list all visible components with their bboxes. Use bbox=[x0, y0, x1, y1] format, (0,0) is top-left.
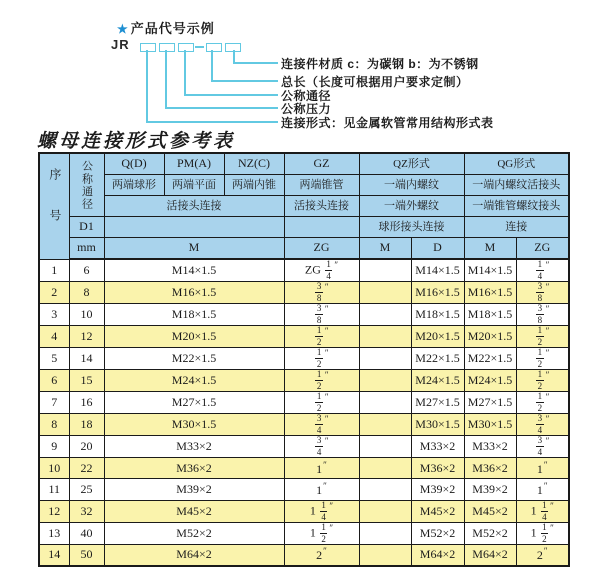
fraction: $\frac{1}{2}$ bbox=[537, 325, 543, 347]
subheader-qz3: 球形接头连接 bbox=[359, 217, 464, 238]
cell-qz-m bbox=[359, 259, 411, 282]
table-row bbox=[39, 500, 569, 522]
fraction: $\frac{3}{4}$ bbox=[537, 413, 543, 435]
subheader-pm: 两端平面 bbox=[164, 175, 224, 196]
cell-qz-m bbox=[359, 282, 411, 304]
code-label-diameter: 公称通径 bbox=[281, 89, 332, 103]
table-title: 螺母连接形式参考表 bbox=[37, 131, 236, 152]
cell-seq: 8 bbox=[39, 414, 69, 436]
cell-dn: 22 bbox=[69, 458, 104, 479]
cell-dn: 32 bbox=[69, 500, 104, 522]
cell-qz-d: M24×1.5 bbox=[411, 370, 464, 392]
cell-qg-m: M36×2 bbox=[464, 458, 516, 479]
unit-header-qg-m: M bbox=[464, 238, 516, 260]
cell-m: M27×1.5 bbox=[104, 392, 284, 414]
cell-qg-m: M64×2 bbox=[464, 544, 516, 566]
cell-dn: 8 bbox=[69, 282, 104, 304]
cell-m: M45×2 bbox=[104, 500, 284, 522]
cell-qz-d: M33×2 bbox=[411, 436, 464, 458]
cell-qg-m: M20×1.5 bbox=[464, 326, 516, 348]
inch-mark: ″ bbox=[323, 481, 327, 492]
cell-qz-m bbox=[359, 304, 411, 326]
table-row bbox=[39, 370, 569, 392]
cell-gz bbox=[284, 282, 359, 304]
diagram-title-text: 产品代号示例 bbox=[130, 21, 215, 36]
connector-line bbox=[165, 107, 278, 109]
cell-qz-m bbox=[359, 414, 411, 436]
code-label-pressure: 公称压力 bbox=[281, 102, 332, 116]
table-header bbox=[39, 153, 569, 259]
fraction: $\frac{1}{4}$ bbox=[326, 259, 331, 281]
fraction: $\frac{3}{8}$ bbox=[316, 281, 322, 303]
table-row bbox=[39, 304, 569, 326]
fraction: $\frac{3}{4}$ bbox=[537, 435, 543, 457]
inch-mark: ″ bbox=[545, 392, 550, 403]
unit-header-mm: mm bbox=[69, 238, 104, 260]
connector-line bbox=[233, 50, 235, 62]
cell-qz-d: M14×1.5 bbox=[411, 259, 464, 282]
code-label-length: 总长（长度可根据用户要求定制） bbox=[281, 75, 469, 89]
col-header-gz: GZ bbox=[284, 153, 359, 175]
inch-mark: ″ bbox=[550, 523, 554, 534]
cell-gz bbox=[284, 370, 359, 392]
cell-qz-m bbox=[359, 479, 411, 500]
cell-gz: ZG $\frac{1}{4}$ ″ bbox=[284, 259, 359, 282]
cell-dn: 16 bbox=[69, 392, 104, 414]
cell-dn: 20 bbox=[69, 436, 104, 458]
cell-qz-m bbox=[359, 544, 411, 566]
cell-qz-d: M16×1.5 bbox=[411, 282, 464, 304]
subheader-d1: D1 bbox=[69, 217, 104, 238]
code-dash bbox=[195, 46, 204, 48]
table-row bbox=[39, 392, 569, 414]
cell-qg-zg bbox=[516, 414, 569, 436]
cell-qz-d: M64×2 bbox=[411, 544, 464, 566]
cell-qg-m: M14×1.5 bbox=[464, 259, 516, 282]
inch-mark: ″ bbox=[323, 459, 327, 470]
cell-qg-zg bbox=[516, 282, 569, 304]
inch-mark: ″ bbox=[329, 523, 334, 534]
table-row bbox=[39, 544, 569, 566]
subheader-qz1: 一端内螺纹 bbox=[359, 175, 464, 196]
inch-mark: ″ bbox=[545, 370, 550, 381]
cell-qg-m: M39×2 bbox=[464, 479, 516, 500]
cell-seq: 6 bbox=[39, 370, 69, 392]
fraction: $\frac{3}{8}$ bbox=[537, 303, 543, 325]
cell-m: M30×1.5 bbox=[104, 414, 284, 436]
inch-mark: ″ bbox=[324, 282, 329, 293]
col-header-q: Q(D) bbox=[104, 153, 164, 175]
cell-qg-zg: 1″ bbox=[516, 458, 569, 479]
cell-qg-zg bbox=[516, 259, 569, 282]
unit-header-m: M bbox=[104, 238, 284, 260]
cell-seq: 14 bbox=[39, 544, 69, 566]
table-row bbox=[39, 326, 569, 348]
cell-seq: 2 bbox=[39, 282, 69, 304]
fraction: $\frac{1}{2}$ bbox=[542, 522, 547, 544]
inch-mark: ″ bbox=[543, 459, 548, 470]
cell-seq: 7 bbox=[39, 392, 69, 414]
unit-header-qg-zg: ZG bbox=[516, 238, 569, 260]
fraction: $\frac{1}{2}$ bbox=[316, 325, 322, 347]
table-row bbox=[39, 522, 569, 544]
col-header-seq: 序号 bbox=[39, 153, 69, 259]
code-label-material: 连接件材质 c：为碳钢 b：为不锈钢 bbox=[281, 57, 479, 71]
connector-line bbox=[146, 50, 148, 121]
table-row bbox=[39, 479, 569, 500]
cell-seq: 12 bbox=[39, 500, 69, 522]
cell-qg-m: M24×1.5 bbox=[464, 370, 516, 392]
cell-dn: 25 bbox=[69, 479, 104, 500]
fraction: $\frac{1}{2}$ bbox=[537, 391, 543, 413]
cell-dn: 40 bbox=[69, 522, 104, 544]
cell-m: M20×1.5 bbox=[104, 326, 284, 348]
cell-qg-m: M33×2 bbox=[464, 436, 516, 458]
cell-gz bbox=[284, 414, 359, 436]
connector-line bbox=[211, 80, 278, 82]
cell-qz-d: M52×2 bbox=[411, 522, 464, 544]
cell-gz bbox=[284, 348, 359, 370]
cell-dn: 50 bbox=[69, 544, 104, 566]
cell-seq: 5 bbox=[39, 348, 69, 370]
cell-qg-zg bbox=[516, 304, 569, 326]
cell-qz-m bbox=[359, 348, 411, 370]
inch-mark: ″ bbox=[545, 260, 550, 271]
cell-dn: 10 bbox=[69, 304, 104, 326]
inch-mark: ″ bbox=[334, 260, 339, 271]
code-box bbox=[206, 43, 222, 52]
inch-mark: ″ bbox=[550, 501, 554, 512]
cell-qz-m bbox=[359, 522, 411, 544]
table-row bbox=[39, 414, 569, 436]
diagram-title bbox=[117, 18, 215, 37]
nut-connection-table bbox=[38, 152, 570, 567]
table-row bbox=[39, 282, 569, 304]
inch-mark: ″ bbox=[324, 392, 329, 403]
inch-mark: ″ bbox=[323, 546, 327, 557]
cell-m: M36×2 bbox=[104, 458, 284, 479]
cell-m: M14×1.5 bbox=[104, 259, 284, 282]
cell-qz-d: M39×2 bbox=[411, 479, 464, 500]
cell-qg-zg bbox=[516, 392, 569, 414]
cell-qz-d: M27×1.5 bbox=[411, 392, 464, 414]
cell-qz-m bbox=[359, 370, 411, 392]
table-row bbox=[39, 458, 569, 479]
code-label-connection: 连接形式：见金属软管常用结构形式表 bbox=[281, 116, 494, 130]
fraction: $\frac{1}{2}$ bbox=[537, 369, 543, 391]
connector-line bbox=[184, 50, 186, 94]
connector-line bbox=[165, 50, 167, 107]
cell-dn: 6 bbox=[69, 259, 104, 282]
cell-qg-zg: 1 $\frac{1}{4}$ ″ bbox=[516, 500, 569, 522]
cell-m: M22×1.5 bbox=[104, 348, 284, 370]
reference-table-wrap bbox=[38, 152, 570, 567]
subheader-q: 两端球形 bbox=[104, 175, 164, 196]
fraction: $\frac{1}{4}$ bbox=[542, 500, 547, 522]
cell-qz-m bbox=[359, 500, 411, 522]
inch-mark: ″ bbox=[324, 348, 329, 359]
cell-dn: 18 bbox=[69, 414, 104, 436]
cell-m: M64×2 bbox=[104, 544, 284, 566]
cell-m: M24×1.5 bbox=[104, 370, 284, 392]
cell-qg-zg: 1″ bbox=[516, 479, 569, 500]
inch-mark: ″ bbox=[543, 481, 548, 492]
cell-qg-zg bbox=[516, 436, 569, 458]
unit-header-qz-m: M bbox=[359, 238, 411, 260]
cell-gz bbox=[284, 392, 359, 414]
col-header-qz: QZ形式 bbox=[359, 153, 464, 175]
connector-line bbox=[184, 94, 278, 96]
cell-qz-d: M36×2 bbox=[411, 458, 464, 479]
code-box bbox=[140, 43, 156, 52]
inch-mark: ″ bbox=[324, 304, 329, 315]
fraction: $\frac{1}{2}$ bbox=[316, 369, 322, 391]
cell-qz-d: M18×1.5 bbox=[411, 304, 464, 326]
cell-seq: 13 bbox=[39, 522, 69, 544]
cell-dn: 15 bbox=[69, 370, 104, 392]
col-header-dn: 公称通径 bbox=[69, 153, 104, 217]
fraction: $\frac{1}{4}$ bbox=[537, 259, 543, 281]
table-row bbox=[39, 348, 569, 370]
star-icon: ★ bbox=[117, 22, 129, 36]
cell-seq: 4 bbox=[39, 326, 69, 348]
col-header-pm: PM(A) bbox=[164, 153, 224, 175]
connector-line bbox=[146, 121, 278, 123]
subheader-qg3: 连接 bbox=[464, 217, 569, 238]
inch-mark: ″ bbox=[545, 414, 550, 425]
fraction: $\frac{3}{4}$ bbox=[316, 413, 322, 435]
cell-seq: 11 bbox=[39, 479, 69, 500]
subheader-gz: 两端锥管 bbox=[284, 175, 359, 196]
cell-dn: 12 bbox=[69, 326, 104, 348]
unit-header-zg: ZG bbox=[284, 238, 359, 260]
inch-mark: ″ bbox=[545, 282, 550, 293]
product-code-diagram bbox=[0, 0, 600, 128]
cell-gz bbox=[284, 326, 359, 348]
inch-mark: ″ bbox=[324, 370, 329, 381]
inch-mark: ″ bbox=[545, 348, 550, 359]
fraction: $\frac{1}{4}$ bbox=[321, 500, 326, 522]
cell-qz-m bbox=[359, 436, 411, 458]
subheader-qz2: 一端外螺纹 bbox=[359, 196, 464, 217]
cell-gz: 1″ bbox=[284, 479, 359, 500]
cell-qz-m bbox=[359, 326, 411, 348]
cell-dn: 14 bbox=[69, 348, 104, 370]
cell-qz-d: M45×2 bbox=[411, 500, 464, 522]
cell-qz-m bbox=[359, 392, 411, 414]
subheader-blank-left bbox=[104, 217, 284, 238]
subheader-gz-connection: 活接头连接 bbox=[284, 196, 359, 217]
cell-gz: 1 $\frac{1}{4}$ ″ bbox=[284, 500, 359, 522]
cell-m: M39×2 bbox=[104, 479, 284, 500]
cell-m: M16×1.5 bbox=[104, 282, 284, 304]
inch-mark: ″ bbox=[543, 546, 548, 557]
inch-mark: ″ bbox=[545, 304, 550, 315]
cell-qg-m: M18×1.5 bbox=[464, 304, 516, 326]
unit-header-qz-d: D bbox=[411, 238, 464, 260]
cell-seq: 1 bbox=[39, 259, 69, 282]
subheader-blank-gz bbox=[284, 217, 359, 238]
code-box bbox=[178, 43, 194, 52]
fraction: $\frac{3}{8}$ bbox=[537, 281, 543, 303]
table-row bbox=[39, 436, 569, 458]
inch-mark: ″ bbox=[324, 414, 329, 425]
cell-qg-m: M45×2 bbox=[464, 500, 516, 522]
fraction: $\frac{3}{8}$ bbox=[316, 303, 322, 325]
inch-mark: ″ bbox=[329, 501, 334, 512]
fraction: $\frac{1}{2}$ bbox=[537, 347, 543, 369]
cell-qg-zg bbox=[516, 370, 569, 392]
cell-qg-m: M16×1.5 bbox=[464, 282, 516, 304]
cell-m: M52×2 bbox=[104, 522, 284, 544]
code-box bbox=[159, 43, 175, 52]
cell-seq: 3 bbox=[39, 304, 69, 326]
cell-gz: 2″ bbox=[284, 544, 359, 566]
table-body bbox=[39, 259, 569, 566]
cell-qg-zg bbox=[516, 348, 569, 370]
cell-m: M18×1.5 bbox=[104, 304, 284, 326]
cell-qg-zg bbox=[516, 326, 569, 348]
cell-m: M33×2 bbox=[104, 436, 284, 458]
subheader-qg1: 一端内螺纹活接头 bbox=[464, 175, 569, 196]
cell-qg-m: M52×2 bbox=[464, 522, 516, 544]
cell-qg-m: M22×1.5 bbox=[464, 348, 516, 370]
cell-qz-d: M20×1.5 bbox=[411, 326, 464, 348]
col-header-qg: QG形式 bbox=[464, 153, 569, 175]
inch-mark: ″ bbox=[545, 326, 550, 337]
connector-line bbox=[233, 62, 278, 64]
cell-qz-d: M22×1.5 bbox=[411, 348, 464, 370]
cell-qg-zg: 1 $\frac{1}{2}$ ″ bbox=[516, 522, 569, 544]
connector-line bbox=[211, 50, 213, 80]
fraction: $\frac{1}{2}$ bbox=[316, 391, 322, 413]
inch-mark: ″ bbox=[545, 436, 550, 447]
col-header-nz: NZ(C) bbox=[224, 153, 284, 175]
cell-qg-m: M30×1.5 bbox=[464, 414, 516, 436]
cell-gz bbox=[284, 304, 359, 326]
fraction: $\frac{1}{2}$ bbox=[321, 522, 326, 544]
cell-qg-m: M27×1.5 bbox=[464, 392, 516, 414]
subheader-union-connection: 活接头连接 bbox=[104, 196, 284, 217]
inch-mark: ″ bbox=[324, 436, 329, 447]
cell-qz-d: M30×1.5 bbox=[411, 414, 464, 436]
cell-gz bbox=[284, 436, 359, 458]
fraction: $\frac{3}{4}$ bbox=[316, 435, 322, 457]
inch-mark: ″ bbox=[324, 326, 329, 337]
cell-qg-zg: 2″ bbox=[516, 544, 569, 566]
table-row bbox=[39, 259, 569, 282]
cell-gz: 1″ bbox=[284, 458, 359, 479]
code-prefix: JR bbox=[111, 37, 130, 52]
fraction: $\frac{1}{2}$ bbox=[316, 347, 322, 369]
cell-seq: 10 bbox=[39, 458, 69, 479]
subheader-nz: 两端内锥 bbox=[224, 175, 284, 196]
cell-seq: 9 bbox=[39, 436, 69, 458]
cell-qz-m bbox=[359, 458, 411, 479]
cell-gz: 1 $\frac{1}{2}$ ″ bbox=[284, 522, 359, 544]
subheader-qg2: 一端锥管螺纹接头 bbox=[464, 196, 569, 217]
